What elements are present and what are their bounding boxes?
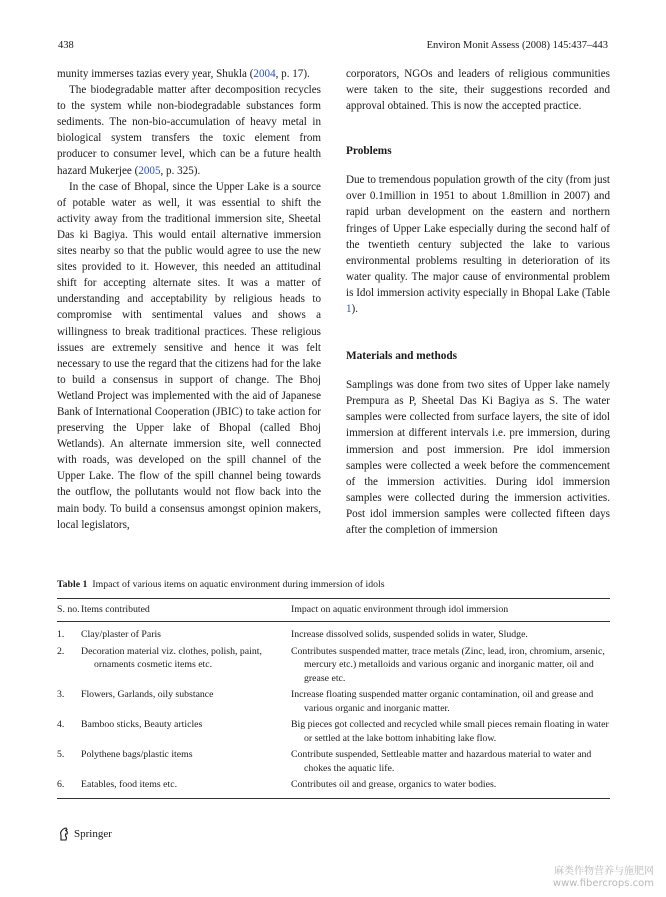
paragraph: Samplings was done from two sites of Upper lake namely Prempura as P, Sheetal Das Ki Bagiya as S. The water samples were collected from surface layers, the site of idol immersion at different intervals i.e. pre immersion, during immersion and post immersion. Pre idol immersion samples were collected a week before the commencement of the immersion activities. During idol immersion samples were collected during the immersion activities. Post idol immersion samples were collected fifteen days after the completion of immersion [346,379,610,536]
text-run: ). [351,303,359,316]
cell-items: Polythene bags/plastic items [81,749,193,760]
impact-table [57,598,610,799]
table-row [57,718,610,748]
running-header [58,40,608,51]
section-heading-problems: Problems [346,145,392,158]
site-watermark [553,866,654,890]
publisher-name: Springer [74,828,112,840]
text-run: The biodegradable matter after decomposition recycles to the system while non-biodegradable substances form sediments. The non-bio-accumulation of heavy metal in biological system transfers the toxic element from producer to consumer level, which can be a future health hazard Mukerjee ( [57,84,321,177]
citation-link-mukerjee-2005[interactable]: 2005 [138,164,161,177]
text-run: Due to tremendous population growth of the city (from just over 0.1million in 1951 to about 1.8million in 2007) and rapid urban development on the eastern and northern fringes of Upper Lake especially during the second half of the twentieth century subjected the lake to various environmental problems resulting in deterioration of its water quality. The major cause of environmental problem is Idol immersion activity especially in Bhopal Lake (Table [346,174,610,299]
header-impact: Impact on aquatic environment through idol immersion [291,603,509,615]
right-column [346,66,610,538]
cell-no: 1. [57,629,65,640]
table-row [57,622,610,645]
cell-items: Decoration material viz. clothes, polish, paint, ornaments cosmetic items etc. [81,645,262,670]
table-row [57,748,610,778]
cell-no: 5. [57,749,65,760]
cell-impact: Contributes oil and grease, organics to water bodies. [291,779,497,790]
cell-impact: Contributes suspended matter, trace metals (Zinc, lead, iron, chromium, arsenic, mercury etc.) metalloids and various organic and inorganic matter, oil and grease etc. [291,645,605,684]
cell-items: Bamboo sticks, Beauty articles [81,719,203,730]
table-row [57,778,610,798]
left-column [57,66,321,533]
section-heading-methods: Materials and methods [346,350,458,363]
table-title: Impact of various items on aquatic environment during immersion of idols [92,579,385,590]
text-run: , p. 17). [275,68,310,80]
cell-no: 3. [57,689,65,700]
cell-no: 4. [57,719,65,730]
cell-no: 6. [57,779,65,790]
table-header-row [57,598,610,622]
table-1 [57,578,610,799]
cell-impact: Increase floating suspended matter organic contamination, oil and grease and various organic and inorganic matter. [291,689,594,714]
journal-citation: Environ Monit Assess (2008) 145:437–443 [426,40,608,51]
paragraph [346,172,610,317]
cell-items: Flowers, Garlands, oily substance [81,689,214,700]
watermark-line-chinese: 麻类作物营养与施肥网 [554,866,654,877]
page-footer [58,827,112,841]
springer-horse-icon [58,827,70,841]
paragraph [57,66,321,82]
header-items: Items contributed [81,603,150,615]
table-ref-link[interactable]: 1 [346,303,352,316]
text-run: , p. 325). [160,164,201,177]
header-serial-no: S. no. [57,603,80,615]
paragraph: In the case of Bhopal, since the Upper Lake is a source of potable water as well, it was essential to shift the activity away from the traditional immersion site, Sheetal Das ki Bagiya. This would entail alternative immersion sites nearby so that the public would agree to use the new sites provided to it. However, this needed an attitudinal shift for accepting alternate sites. It was a matter of understanding and acceptability by religious heads to compromise with sentimental values and shows a willingness to break traditional practices. These religious issues are extremely sensitive and hence it was felt necessary to use the regard that the citizens had for the lake to build a consensus in support of change. The Bhoj Wetland Project was implemented with the aid of Japanese Bank of International Cooperation (JBIC) to take action for preserving the Upper lake of Bhopal (called Bhoj Wetlands). An alternate immersion site, well connected with roads, was developed on the spill channel of the Upper Lake. The flow of the spill channel being towards the outflow, the pollutants would not flow back into the main body. To build a consensus amongst opinion makers, local legislators, [57,180,321,531]
table-row [57,688,610,718]
text-run: munity immerses tazias every year, Shukla ( [57,68,254,80]
citation-link-shukla-2004[interactable]: 2004 [253,68,276,80]
cell-impact: Increase dissolved solids, suspended solids in water, Sludge. [291,629,528,640]
table-caption [57,578,610,592]
cell-impact: Contribute suspended, Settleable matter and hazardous material to water and chokes the aquatic life. [291,749,592,774]
table-row [57,645,610,689]
watermark-line-url: www.fibercrops.com [552,878,654,889]
paragraph [57,82,321,179]
page-number: 438 [58,40,74,51]
cell-no: 2. [57,645,65,657]
cell-impact: Big pieces got collected and recycled while small pieces remain floating in water or settled at the lake bottom inhabiting lake flow. [291,719,609,744]
cell-items: Clay/plaster of Paris [81,629,161,640]
cell-items: Eatables, food items etc. [81,779,178,790]
table-label: Table 1 [57,579,88,590]
paragraph: corporators, NGOs and leaders of religious communities were taken to the site, their suggestions recorded and approval obtained. This is now the accepted practice. [346,68,610,113]
